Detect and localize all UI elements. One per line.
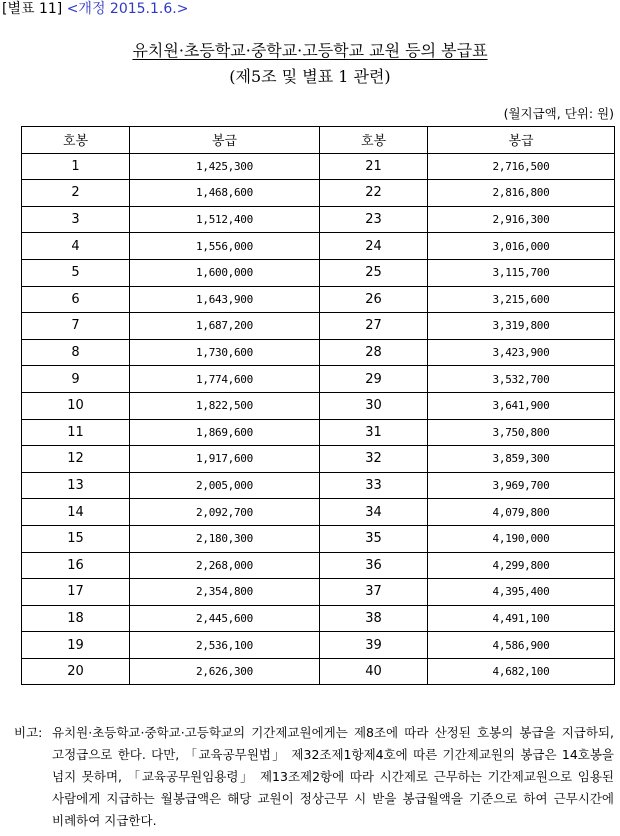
step-cell-left: 3 [22,206,130,233]
step-cell-left: 11 [22,419,130,446]
salary-cell-left: 1,917,600 [130,446,320,473]
salary-cell-right: 4,079,800 [428,499,615,526]
step-cell-right: 32 [320,446,428,473]
table-row [22,472,615,499]
step-cell-left: 13 [22,472,130,499]
remarks [14,722,614,832]
step-cell-right: 23 [320,206,428,233]
salary-cell-right: 3,641,900 [428,392,615,419]
remarks-label: 비고: [14,725,43,740]
salary-cell-left: 1,468,600 [130,180,320,207]
step-cell-left: 15 [22,525,130,552]
header-row [22,127,615,154]
step-cell-left: 8 [22,339,130,366]
step-cell-right: 28 [320,339,428,366]
table-row [22,286,615,313]
salary-cell-right: 3,319,800 [428,313,615,340]
salary-cell-right: 4,491,100 [428,605,615,632]
step-cell-right: 34 [320,499,428,526]
salary-cell-right: 3,750,800 [428,419,615,446]
salary-cell-left: 2,092,700 [130,499,320,526]
salary-table-head [22,127,615,154]
step-cell-right: 27 [320,313,428,340]
remarks-text: 유치원·초등학교·중학교·고등학교의 기간제교원에게는 제8조에 따라 산정된 호봉의 봉급을 지급하되, 고정급으로 한다. 다만, 「교육공무원법」 제32조제1항제4호에 따른 기간제교원의 봉급은 14호봉을 넘지 못하며, 「교육공무원임용령」 제13조제2항에 따라 시간제로 근무하는 기간제교원으로 임용된 사람에게 지급하는 월봉급액은 해당 교원이 정상근무 시 받을 봉급월액을 기준으로 하여 근무시간에 비례하여 지급한다. [52,725,614,828]
table-row [22,552,615,579]
table-row [22,206,615,233]
salary-cell-right: 2,916,300 [428,206,615,233]
salary-cell-right: 3,215,600 [428,286,615,313]
salary-cell-left: 1,774,600 [130,366,320,393]
step-cell-right: 40 [320,658,428,685]
table-row [22,180,615,207]
table-row [22,658,615,685]
table-row [22,446,615,473]
table-row [22,605,615,632]
salary-cell-left: 1,512,400 [130,206,320,233]
step-cell-left: 7 [22,313,130,340]
table-row [22,419,615,446]
salary-cell-left: 1,556,000 [130,233,320,260]
table-row [22,233,615,260]
salary-cell-left: 2,354,800 [130,579,320,606]
step-cell-right: 38 [320,605,428,632]
step-cell-right: 33 [320,472,428,499]
salary-cell-left: 2,268,000 [130,552,320,579]
salary-cell-right: 3,859,300 [428,446,615,473]
step-cell-left: 14 [22,499,130,526]
salary-cell-left: 2,180,300 [130,525,320,552]
salary-cell-right: 4,395,400 [428,579,615,606]
salary-cell-left: 2,445,600 [130,605,320,632]
step-cell-left: 20 [22,658,130,685]
step-cell-left: 16 [22,552,130,579]
step-cell-right: 36 [320,552,428,579]
header-salary-2: 봉급 [428,127,615,154]
salary-cell-right: 3,115,700 [428,259,615,286]
header-step-2: 호봉 [320,127,428,154]
step-cell-right: 22 [320,180,428,207]
step-cell-right: 39 [320,632,428,659]
table-row [22,579,615,606]
appendix-label: [별표 11] [2,1,63,17]
table-row [22,392,615,419]
table-row [22,339,615,366]
salary-cell-left: 1,730,600 [130,339,320,366]
table-row [22,153,615,180]
step-cell-right: 35 [320,525,428,552]
step-cell-right: 31 [320,419,428,446]
salary-cell-left: 1,869,600 [130,419,320,446]
step-cell-left: 18 [22,605,130,632]
salary-cell-left: 1,600,000 [130,259,320,286]
step-cell-left: 1 [22,153,130,180]
step-cell-right: 37 [320,579,428,606]
salary-cell-left: 2,005,000 [130,472,320,499]
salary-cell-right: 4,299,800 [428,552,615,579]
step-cell-right: 29 [320,366,428,393]
salary-table-body [22,153,615,685]
table-row [22,366,615,393]
step-cell-left: 5 [22,259,130,286]
salary-cell-right: 2,816,800 [428,180,615,207]
salary-cell-left: 2,626,300 [130,658,320,685]
step-cell-right: 25 [320,259,428,286]
salary-cell-right: 3,969,700 [428,472,615,499]
step-cell-left: 17 [22,579,130,606]
step-cell-left: 4 [22,233,130,260]
header-salary-1: 봉급 [130,127,320,154]
header-step-1: 호봉 [22,127,130,154]
salary-cell-right: 4,190,000 [428,525,615,552]
step-cell-left: 19 [22,632,130,659]
document-title [0,40,620,62]
step-cell-left: 2 [22,180,130,207]
step-cell-left: 12 [22,446,130,473]
document-title-text: 유치원·초등학교·중학교·고등학교 교원 등의 봉급표 [132,41,488,60]
salary-cell-right: 3,016,000 [428,233,615,260]
salary-cell-left: 1,643,900 [130,286,320,313]
salary-cell-left: 1,822,500 [130,392,320,419]
step-cell-right: 26 [320,286,428,313]
salary-cell-left: 1,687,200 [130,313,320,340]
unit-note: (월지급액, 단위: 원) [503,106,614,121]
step-cell-left: 6 [22,286,130,313]
appendix-header [2,0,188,18]
table-row [22,525,615,552]
salary-cell-right: 2,716,500 [428,153,615,180]
salary-cell-right: 3,532,700 [428,366,615,393]
table-row [22,313,615,340]
step-cell-right: 30 [320,392,428,419]
salary-cell-right: 3,423,900 [428,339,615,366]
salary-cell-right: 4,586,900 [428,632,615,659]
table-row [22,632,615,659]
step-cell-right: 24 [320,233,428,260]
step-cell-right: 21 [320,153,428,180]
table-row [22,499,615,526]
salary-table [21,126,615,685]
table-row [22,259,615,286]
revision-date: <개정 2015.1.6.> [66,1,189,17]
step-cell-left: 10 [22,392,130,419]
salary-cell-left: 1,425,300 [130,153,320,180]
step-cell-left: 9 [22,366,130,393]
document-subtitle: (제5조 및 별표 1 관련) [229,67,391,86]
salary-cell-right: 4,682,100 [428,658,615,685]
salary-cell-left: 2,536,100 [130,632,320,659]
